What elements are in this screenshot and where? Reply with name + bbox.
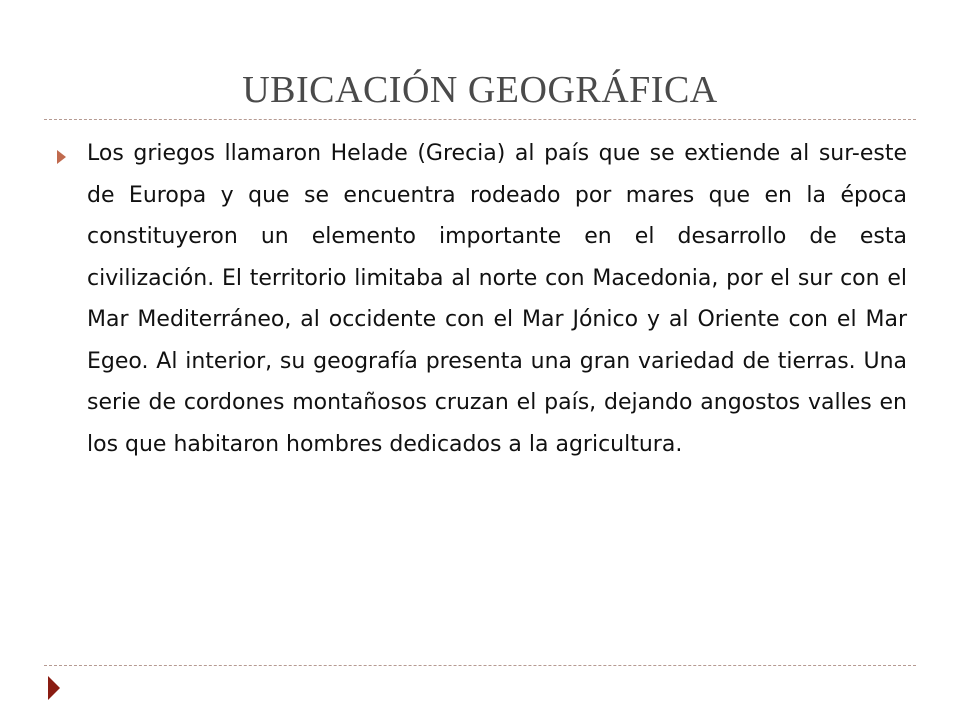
footer-divider bbox=[44, 665, 916, 666]
triangle-corner-icon bbox=[48, 676, 60, 700]
title-divider bbox=[44, 119, 916, 120]
slide-title: UBICACIÓN GEOGRÁFICA bbox=[242, 69, 718, 111]
bullet-paragraph: Los griegos llamaron Helade (Grecia) al país que se extiende al sur-este de Europa y que se encuentra rodeado por mares que en la época constituyeron un elemento importante en el desarrollo de esta civilización. El territorio limitaba al norte con Macedonia, por el sur con el Mar Mediterráneo, al occidente con el Mar Jónico y al Oriente con el Mar Egeo. Al interior, su geografía presenta una gran variedad de tierras. Una serie de cordones montañosos cruzan el país, dejando angostos valles en los que habitaron hombres dedicados a la agricultura. bbox=[87, 141, 907, 457]
triangle-bullet-icon bbox=[57, 150, 66, 164]
